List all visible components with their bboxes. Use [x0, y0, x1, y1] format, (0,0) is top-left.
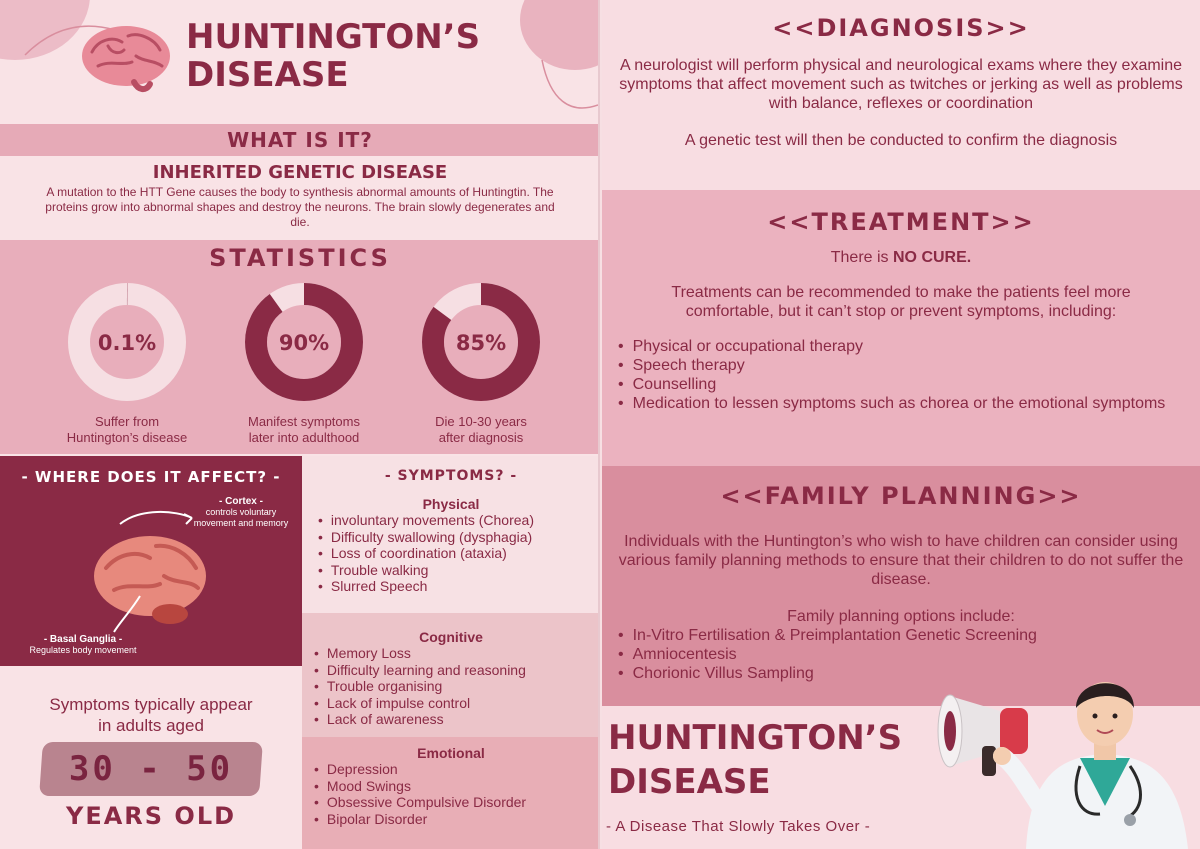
cortex-desc-1: controls voluntary [205, 507, 277, 517]
diagnosis-text-1: A neurologist will perform physical and neurological exams where they examine symptoms that affect movement such as twitches or jerking as well as problems with balance, reflexes or coordination [619, 57, 1183, 112]
diagnosis-section [602, 0, 1200, 190]
symptoms-cognitive [302, 613, 600, 737]
symptoms-emotional [302, 737, 600, 849]
cortex-title: - Cortex - [219, 496, 263, 507]
list-item: • Loss of coordination (ataxia) [318, 545, 600, 562]
stat-caption-line: Suffer from [94, 414, 160, 429]
list-item: • Bipolar Disorder [314, 811, 600, 828]
diagnosis-heading: <<DIAGNOSIS>> [772, 14, 1030, 42]
physical-label: Physical [422, 496, 480, 512]
family-text-2: Family planning options include: [787, 608, 1015, 625]
list-item: • Lack of awareness [314, 711, 600, 728]
list-item: • Depression [314, 761, 600, 778]
symptoms-physical [302, 456, 600, 613]
list-item: • Chorionic Villus Sampling [618, 664, 1200, 683]
what-body-text: A mutation to the HTT Gene causes the body to synthesis abnormal amounts of Huntingtin. The proteins grow into abnormal shapes and destroy the neurons. The brain slowly degenerates and die. [45, 185, 555, 229]
physical-list [318, 512, 600, 595]
stat-caption-line: Die 10-30 years [435, 414, 527, 429]
brain-illustration [80, 496, 220, 636]
treatment-prefix: There is [830, 249, 893, 266]
treatment-text-2: Treatments can be recommended to make the patients feel more comfortable, but it can’t stop or prevent symptoms, including: [671, 284, 1131, 320]
stat-caption-line: later into adulthood [248, 430, 360, 445]
list-item: • Counselling [618, 375, 1200, 394]
what-is-it-section [0, 156, 600, 238]
title-line-1: HUNTINGTON’S [186, 17, 481, 57]
cognitive-list [314, 645, 600, 728]
stat-item-2 [219, 280, 389, 446]
what-is-it-heading: WHAT IS IT? [0, 124, 600, 156]
list-item: • Trouble walking [318, 562, 600, 579]
list-item: • Trouble organising [314, 678, 600, 695]
emotional-label: Emotional [417, 745, 485, 761]
stat-caption-line: after diagnosis [438, 430, 524, 445]
stat-value: 90% [278, 331, 330, 355]
list-item: • Slurred Speech [318, 578, 600, 595]
diagnosis-text-2: A genetic test will then be conducted to confirm the diagnosis [684, 132, 1118, 149]
right-panel [602, 0, 1200, 849]
main-title [186, 18, 480, 94]
doctor-megaphone-icon [930, 656, 1200, 849]
list-item: • involuntary movements (Chorea) [318, 512, 600, 529]
list-item: • Difficulty swallowing (dysphagia) [318, 529, 600, 546]
decor-swirl [540, 50, 600, 120]
age-range: 30 - 50 [68, 749, 234, 789]
donut-chart [419, 280, 543, 404]
list-item: • Difficulty learning and reasoning [314, 662, 600, 679]
no-cure-text: NO CURE. [893, 249, 972, 266]
stat-caption-line: Manifest symptoms [248, 414, 360, 429]
treatment-list [618, 337, 1200, 413]
treatment-section [602, 190, 1200, 466]
cognitive-label: Cognitive [419, 629, 483, 645]
age-text-line-1: Symptoms typically appear [49, 695, 253, 714]
list-item: • Amniocentesis [618, 645, 1200, 664]
list-item: • Medication to lessen symptoms such as chorea or the emotional symptoms [618, 394, 1200, 413]
basal-ganglia-label [8, 634, 158, 656]
bottom-title-line-1: HUNTINGTON’S [608, 718, 903, 758]
stat-value: 85% [455, 331, 507, 355]
stat-caption-line: Huntington’s disease [66, 430, 188, 445]
emotional-list [314, 761, 600, 827]
list-item: • Speech therapy [618, 356, 1200, 375]
age-unit: YEARS OLD [65, 802, 237, 830]
stat-item-1 [42, 280, 212, 446]
symptoms-heading: - SYMPTOMS? - [384, 468, 518, 484]
family-text-1: Individuals with the Huntington’s who wish to have children can consider using various family planning methods to ensure that their children to do not suffer the disease. [618, 533, 1184, 588]
where-section [0, 456, 302, 666]
basal-title: - Basal Ganglia - [43, 634, 123, 645]
where-heading: - WHERE DOES IT AFFECT? - [21, 468, 281, 486]
statistics-section [0, 240, 600, 454]
list-item: • Memory Loss [314, 645, 600, 662]
statistics-heading: STATISTICS [209, 244, 391, 272]
stat-value: 0.1% [97, 331, 157, 355]
list-item: • Obsessive Compulsive Disorder [314, 794, 600, 811]
age-range-badge [39, 742, 263, 796]
list-item: • In-Vitro Fertilisation & Preimplantation Genetic Screening [618, 626, 1200, 645]
donut-chart [242, 280, 366, 404]
list-item: • Mood Swings [314, 778, 600, 795]
list-item: • Lack of impulse control [314, 695, 600, 712]
list-item: • Physical or occupational therapy [618, 337, 1200, 356]
basal-desc: Regulates body movement [29, 645, 137, 655]
bottom-subtitle: - A Disease That Slowly Takes Over - [606, 818, 871, 835]
bottom-title-line-2: DISEASE [608, 762, 771, 802]
bottom-title [608, 716, 902, 804]
age-text-line-2: in adults aged [98, 716, 204, 735]
family-heading: <<FAMILY PLANNING>> [720, 482, 1082, 510]
treatment-text-1 [602, 248, 1200, 267]
stat-item-3 [396, 280, 566, 446]
brain-icon [78, 22, 174, 94]
cortex-desc-2: movement and memory [193, 518, 289, 528]
stat-caption [219, 414, 389, 446]
title-line-2: DISEASE [186, 55, 349, 96]
age-section [0, 666, 302, 849]
stat-caption [42, 414, 212, 446]
what-subheading: INHERITED GENETIC DISEASE [152, 162, 448, 183]
donut-chart [65, 280, 189, 404]
stat-caption [396, 414, 566, 446]
treatment-heading: <<TREATMENT>> [767, 208, 1035, 236]
age-text [0, 694, 302, 736]
